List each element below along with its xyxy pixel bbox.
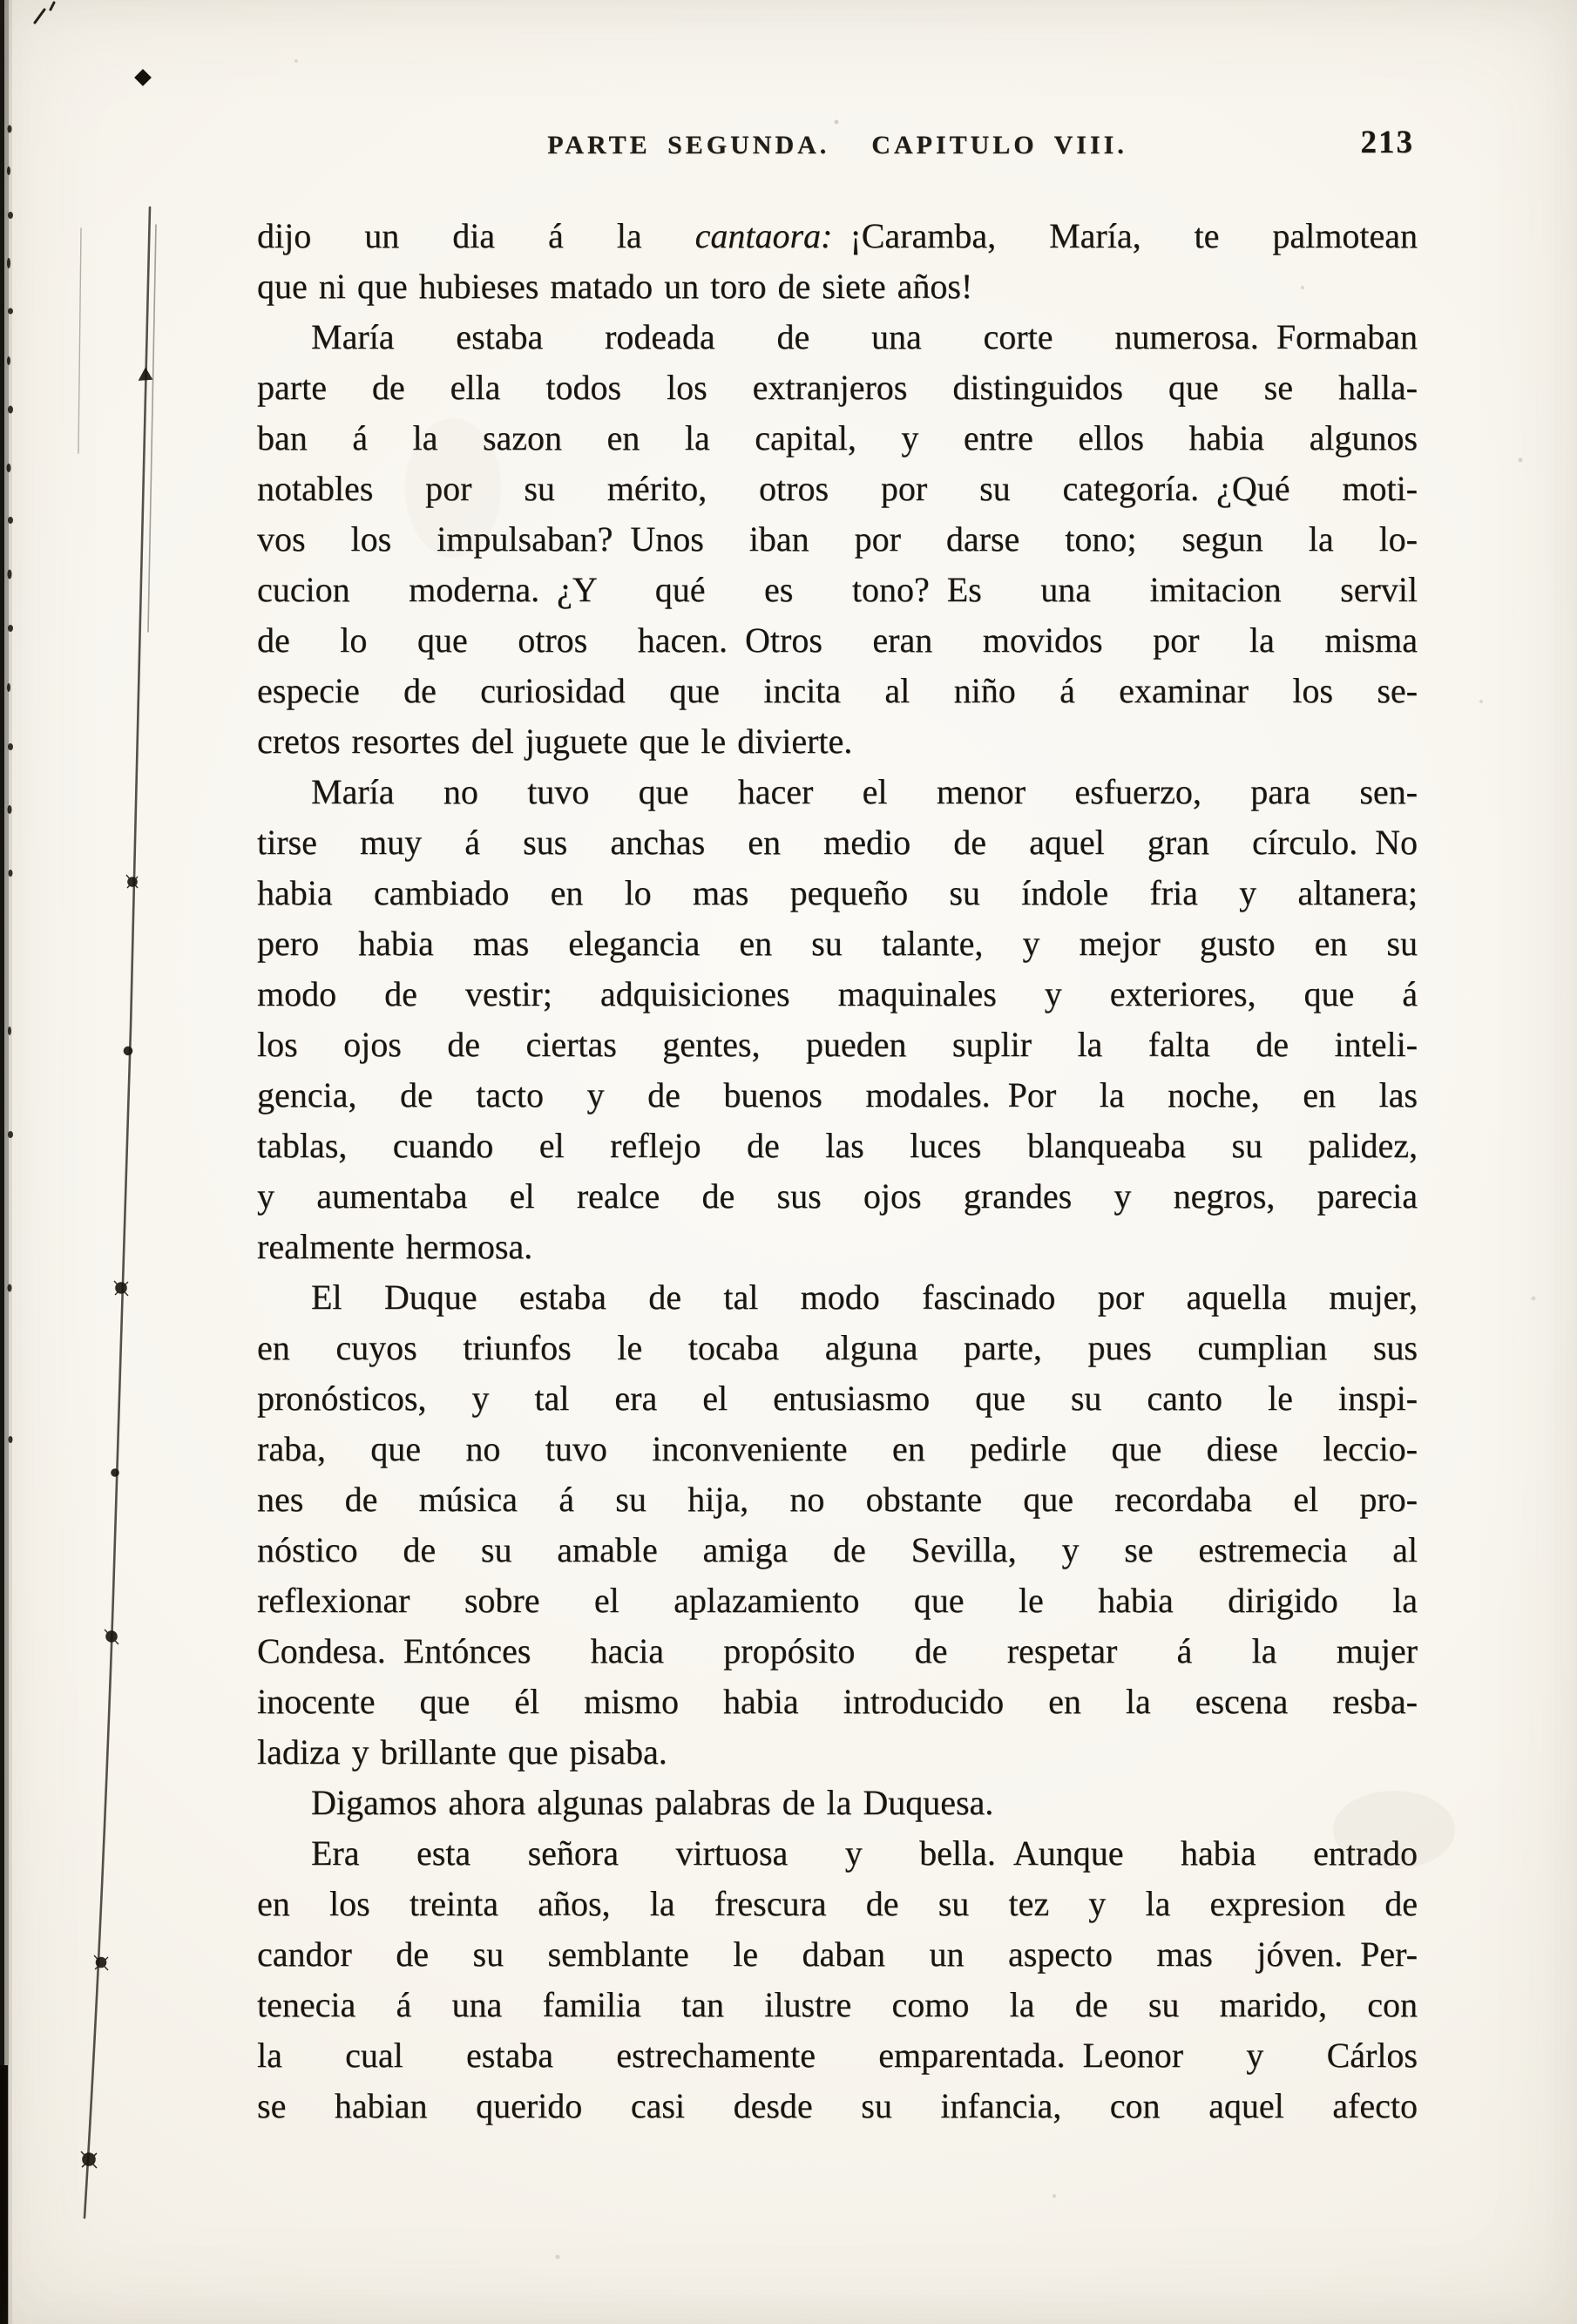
line-segment: El Duque estaba de tal modo fascinado por aquella mujer, bbox=[311, 1277, 1418, 1317]
line-segment: ¡Caramba, María, te palmotean bbox=[832, 216, 1418, 255]
line-segment: Digamos ahora algunas palabras de la Duquesa. bbox=[311, 1783, 994, 1822]
text-line bbox=[257, 1727, 1418, 1778]
ink-blot-diamond bbox=[134, 69, 152, 86]
page-number: 213 bbox=[1360, 125, 1414, 160]
italic-word: cantaora: bbox=[694, 216, 833, 255]
running-title-section: PARTE SEGUNDA. bbox=[547, 131, 830, 159]
line-segment: tirse muy á sus anchas en medio de aquel gran círculo. No bbox=[257, 823, 1418, 862]
line-segment: se habian querido casi desde su infancia, con aquel afecto bbox=[257, 2086, 1418, 2125]
line-segment: gencia, de tacto y de buenos modales. Por la noche, en las bbox=[257, 1075, 1418, 1115]
text-line bbox=[257, 211, 1418, 261]
text-line bbox=[257, 817, 1418, 868]
line-segment: pero habia mas elegancia en su talante, y mejor gusto en su bbox=[257, 924, 1418, 963]
line-segment: nóstico de su amable amiga de Sevilla, y se estremecia al bbox=[257, 1530, 1418, 1569]
text-line bbox=[257, 413, 1418, 464]
line-segment: parte de ella todos los extranjeros distinguidos que se halla- bbox=[257, 368, 1418, 407]
text-line bbox=[257, 1373, 1418, 1424]
line-segment: notables por su mérito, otros por su categoría. ¿Qué moti- bbox=[257, 469, 1418, 508]
crease-knots bbox=[81, 369, 152, 2168]
text-line bbox=[257, 514, 1418, 565]
line-segment: de lo que otros hacen. Otros eran movidos por la misma bbox=[257, 620, 1418, 660]
line-segment: candor de su semblante le daban un aspecto mas jóven. Per- bbox=[257, 1934, 1418, 1974]
text-line bbox=[257, 716, 1418, 767]
line-segment: en cuyos triunfos le tocaba alguna parte, pues cumplian sus bbox=[257, 1328, 1418, 1367]
text-block bbox=[257, 211, 1418, 2131]
text-line bbox=[257, 1020, 1418, 1070]
text-line bbox=[257, 1121, 1418, 1171]
text-line bbox=[257, 1575, 1418, 1626]
line-segment: tenecia á una familia tan ilustre como la de su marido, con bbox=[257, 1985, 1418, 2024]
line-segment: cucion moderna. ¿Y qué es tono? Es una imitacion servil bbox=[257, 570, 1418, 609]
binding-edge-shadow bbox=[0, 0, 16, 2324]
crease-line bbox=[78, 207, 156, 2218]
text-line bbox=[257, 312, 1418, 362]
text-line bbox=[257, 1828, 1418, 1879]
text-line bbox=[257, 1929, 1418, 1980]
line-segment: vos los impulsaban? Unos iban por darse tono; segun la lo- bbox=[257, 519, 1418, 559]
text-line bbox=[257, 1677, 1418, 1727]
line-segment: nes de música á su hija, no obstante que recordaba el pro- bbox=[257, 1480, 1418, 1519]
line-segment: en los treinta años, la frescura de su tez y la expresion de bbox=[257, 1884, 1418, 1923]
line-segment: especie de curiosidad que incita al niño á examinar los se- bbox=[257, 671, 1418, 710]
line-segment: ladiza y brillante que pisaba. bbox=[257, 1732, 667, 1772]
line-segment: tablas, cuando el reflejo de las luces blanqueaba su palidez, bbox=[257, 1126, 1418, 1165]
text-line bbox=[257, 1272, 1418, 1323]
text-line bbox=[257, 767, 1418, 817]
line-segment: cretos resortes del juguete que le divierte. bbox=[257, 722, 853, 761]
line-segment: modo de vestir; adquisiciones maquinales y exteriores, que á bbox=[257, 974, 1418, 1013]
text-line bbox=[257, 362, 1418, 413]
text-line bbox=[257, 1222, 1418, 1272]
line-segment: María estaba rodeada de una corte numerosa. Formaban bbox=[311, 317, 1418, 356]
text-line bbox=[257, 2030, 1418, 2081]
text-line bbox=[257, 969, 1418, 1020]
text-line bbox=[257, 1626, 1418, 1677]
text-line bbox=[257, 2081, 1418, 2131]
line-segment: inocente que él mismo habia introducido en la escena resba- bbox=[257, 1682, 1418, 1721]
text-line bbox=[257, 1525, 1418, 1575]
text-line bbox=[257, 464, 1418, 514]
line-segment: y aumentaba el realce de sus ojos grandes y negros, parecia bbox=[257, 1176, 1418, 1216]
text-line bbox=[257, 1879, 1418, 1929]
line-segment: que ni que hubieses matado un toro de siete años! bbox=[257, 267, 973, 306]
gutter-fragments bbox=[7, 125, 14, 1444]
running-title-chapter: CAPITULO VIII. bbox=[871, 131, 1127, 159]
text-line bbox=[257, 1171, 1418, 1222]
text-line bbox=[257, 1980, 1418, 2030]
top-left-marks bbox=[35, 3, 54, 23]
line-segment: la cual estaba estrechamente emparentada. Leonor y Cárlos bbox=[257, 2036, 1418, 2075]
text-line bbox=[257, 615, 1418, 666]
line-segment: habia cambiado en lo mas pequeño su índole fria y altanera; bbox=[257, 873, 1418, 912]
text-line bbox=[257, 1424, 1418, 1474]
text-line bbox=[257, 261, 1418, 312]
line-segment: los ojos de ciertas gentes, pueden suplir la falta de inteli- bbox=[257, 1025, 1418, 1064]
page-header bbox=[257, 125, 1418, 176]
text-line bbox=[257, 918, 1418, 969]
line-segment: Era esta señora virtuosa y bella. Aunque habia entrado bbox=[311, 1833, 1418, 1873]
line-segment: reflexionar sobre el aplazamiento que le habia dirigido la bbox=[257, 1581, 1418, 1620]
line-segment: Condesa. Entónces hacia propósito de respetar á la mujer bbox=[257, 1631, 1418, 1670]
text-line bbox=[257, 666, 1418, 716]
line-segment: María no tuvo que hacer el menor esfuerzo, para sen- bbox=[311, 772, 1418, 811]
text-line bbox=[257, 1070, 1418, 1121]
text-line bbox=[257, 1474, 1418, 1525]
binding-edge-bottom bbox=[0, 2065, 8, 2324]
line-segment: realmente hermosa. bbox=[257, 1227, 533, 1266]
running-title bbox=[257, 131, 1418, 160]
line-segment: dijo un dia á la bbox=[257, 216, 695, 255]
line-segment: pronósticos, y tal era el entusiasmo que su canto le inspi- bbox=[257, 1379, 1418, 1418]
line-segment: ban á la sazon en la capital, y entre ellos habia algunos bbox=[257, 418, 1418, 457]
text-line bbox=[257, 565, 1418, 615]
line-segment: raba, que no tuvo inconveniente en pedirle que diese leccio- bbox=[257, 1429, 1418, 1468]
text-line bbox=[257, 1778, 1418, 1828]
text-line bbox=[257, 1323, 1418, 1373]
text-line bbox=[257, 868, 1418, 918]
